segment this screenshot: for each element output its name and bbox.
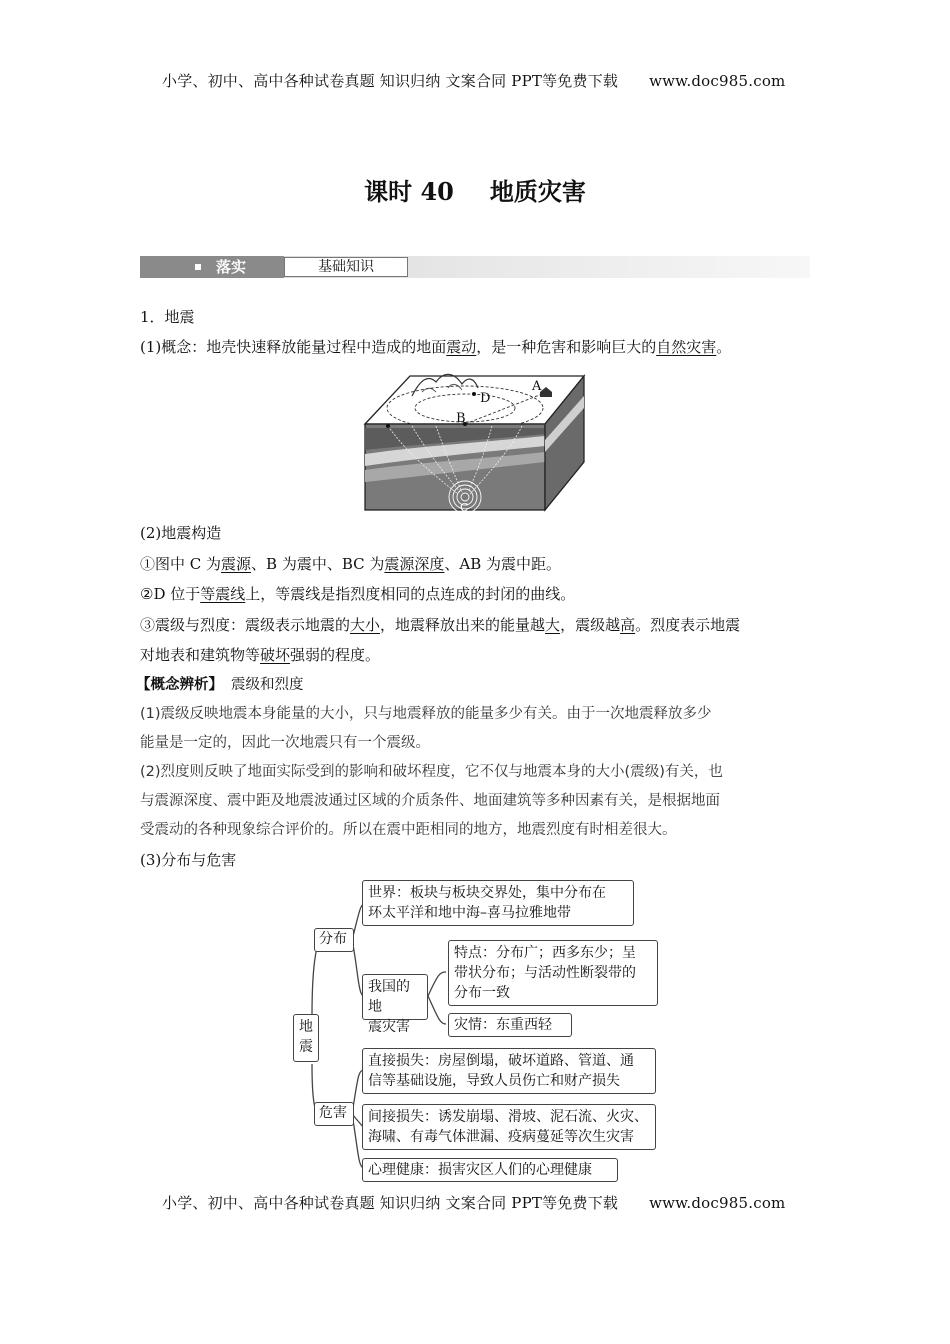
analysis-tag: 【概念辨析】 bbox=[136, 677, 223, 693]
analysis-line-5: 受震动的各种现象综合评价的。所以在震中距相同的地方，地震烈度有时相差很大。 bbox=[140, 822, 677, 838]
mindmap-indirect bbox=[362, 1104, 656, 1150]
text: 上，等震线是指烈度相同的点连成的封闭的曲线。 bbox=[245, 585, 576, 603]
mindmap-root bbox=[293, 1014, 319, 1062]
label-d: D bbox=[480, 391, 491, 406]
blank-answer: 震动 bbox=[446, 338, 477, 356]
text: 。烈度表示地震 bbox=[635, 616, 741, 634]
direct-line-2: 信等基础设施，导致人员伤亡和财产损失 bbox=[368, 1073, 620, 1089]
text: 。 bbox=[716, 338, 732, 356]
analysis-title: 震级和烈度 bbox=[231, 677, 304, 693]
analysis-heading bbox=[136, 674, 304, 695]
china-line-2: 震灾害 bbox=[368, 1019, 410, 1035]
earthquake-block-diagram bbox=[362, 366, 588, 514]
section-banner bbox=[140, 256, 810, 278]
blank-answer: 大 bbox=[545, 616, 561, 634]
mindmap-mental: 心理健康：损害灾区人们的心理健康 bbox=[362, 1158, 618, 1182]
text: ，震级越 bbox=[560, 616, 621, 634]
world-line-1: 世界：板块与板块交界处，集中分布在 bbox=[368, 885, 606, 901]
mindmap-direct bbox=[362, 1048, 656, 1094]
mindmap-disaster: 灾情：东重西轻 bbox=[448, 1013, 572, 1037]
structure-line-4 bbox=[140, 645, 380, 665]
blank-answer: 破坏 bbox=[260, 646, 291, 664]
analysis-line-4: 与震源深度、震中距及地震波通过区域的介质条件、地面建筑等多种因素有关，是根据地面 bbox=[140, 793, 720, 809]
page-footer bbox=[162, 1192, 785, 1213]
analysis-line-3: (2)烈度则反映了地面实际受到的影响和破坏程度，它不仅与地震本身的大小(震级)有关，也 bbox=[140, 764, 723, 780]
label-c: C bbox=[460, 501, 469, 514]
square-bullet-icon bbox=[195, 264, 201, 270]
feature-line-1: 特点：分布广；西多东少；呈 bbox=[454, 945, 636, 961]
structure-heading: (2)地震构造 bbox=[140, 524, 222, 542]
mindmap-weihai: 危害 bbox=[314, 1102, 354, 1126]
banner-dark-label: 落实 bbox=[216, 258, 247, 276]
text: ③震级与烈度：震级表示地震的 bbox=[140, 616, 351, 634]
direct-line-1: 直接损失：房屋倒塌，破坏道路、管道、通 bbox=[368, 1053, 634, 1069]
mindmap-china bbox=[362, 974, 428, 1035]
banner-light-label: 基础知识 bbox=[284, 257, 408, 277]
text: (1)概念：地壳快速释放能量过程中造成的地面 bbox=[140, 338, 447, 356]
page-header bbox=[162, 70, 785, 91]
connector bbox=[428, 972, 446, 996]
lesson-number: 课时 40 bbox=[364, 177, 454, 206]
text: 、B 为震中、BC 为 bbox=[251, 555, 385, 573]
feature-line-3: 分布一致 bbox=[454, 985, 510, 1001]
mindmap-world bbox=[362, 880, 634, 926]
feature-line-2: 带状分布；与活动性断裂带的 bbox=[454, 965, 636, 981]
blank-answer: 自然灾害 bbox=[656, 338, 717, 356]
text: ②D 位于 bbox=[140, 585, 201, 603]
connector bbox=[428, 996, 446, 1024]
mindmap-feature bbox=[448, 940, 658, 1006]
blank-answer: 大小 bbox=[350, 616, 381, 634]
section-heading: 1．地震 bbox=[140, 308, 195, 326]
structure-line-3 bbox=[140, 615, 740, 635]
banner-dark bbox=[140, 256, 284, 278]
root-label: 地震 bbox=[299, 1019, 313, 1055]
indirect-line-1: 间接损失：诱发崩塌、滑坡、泥石流、火灾、 bbox=[368, 1109, 648, 1125]
text: 强弱的程度。 bbox=[290, 646, 381, 664]
blank-answer: 高 bbox=[620, 616, 636, 634]
label-a: A bbox=[532, 379, 542, 394]
analysis-line-1: (1)震级反映地震本身能量的大小，只与地震释放的能量多少有关。由于一次地震释放多少 bbox=[140, 706, 712, 722]
text: 、AB 为震中距。 bbox=[444, 555, 562, 573]
blank-answer: 等震线 bbox=[200, 585, 246, 603]
page-title bbox=[0, 172, 950, 207]
text: 对地表和建筑物等 bbox=[140, 646, 261, 664]
china-line-1: 我国的地 bbox=[368, 979, 410, 1015]
header-site: www.doc985.com bbox=[649, 72, 786, 90]
indirect-line-2: 海啸、有毒气体泄漏、疫病蔓延等次生灾害 bbox=[368, 1129, 634, 1145]
blank-answer: 震源深度 bbox=[384, 555, 445, 573]
header-text: 小学、初中、高中各种试卷真题 知识归纳 文案合同 PPT等免费下载 bbox=[162, 72, 619, 90]
mindmap-fenbu: 分布 bbox=[314, 928, 354, 952]
text: ，地震释放出来的能量越 bbox=[380, 616, 546, 634]
isoseismal-point bbox=[472, 392, 476, 396]
text: ，是一种危害和影响巨大的 bbox=[476, 338, 657, 356]
blank-answer: 震源 bbox=[221, 555, 252, 573]
footer-text: 小学、初中、高中各种试卷真题 知识归纳 文案合同 PPT等免费下载 bbox=[162, 1194, 619, 1212]
lesson-name: 地质灾害 bbox=[489, 177, 586, 206]
world-line-2: 环太平洋和地中海–喜马拉雅地带 bbox=[368, 905, 571, 921]
analysis-line-2: 能量是一定的，因此一次地震只有一个震级。 bbox=[140, 735, 430, 751]
text: ①图中 C 为 bbox=[140, 555, 222, 573]
concept-line bbox=[140, 337, 731, 357]
structure-line-1 bbox=[140, 554, 561, 574]
footer-site: www.doc985.com bbox=[649, 1194, 786, 1212]
structure-line-2 bbox=[140, 584, 575, 604]
surface-point bbox=[386, 424, 390, 428]
distribution-heading: (3)分布与危害 bbox=[140, 851, 237, 869]
label-b: B bbox=[456, 411, 466, 426]
